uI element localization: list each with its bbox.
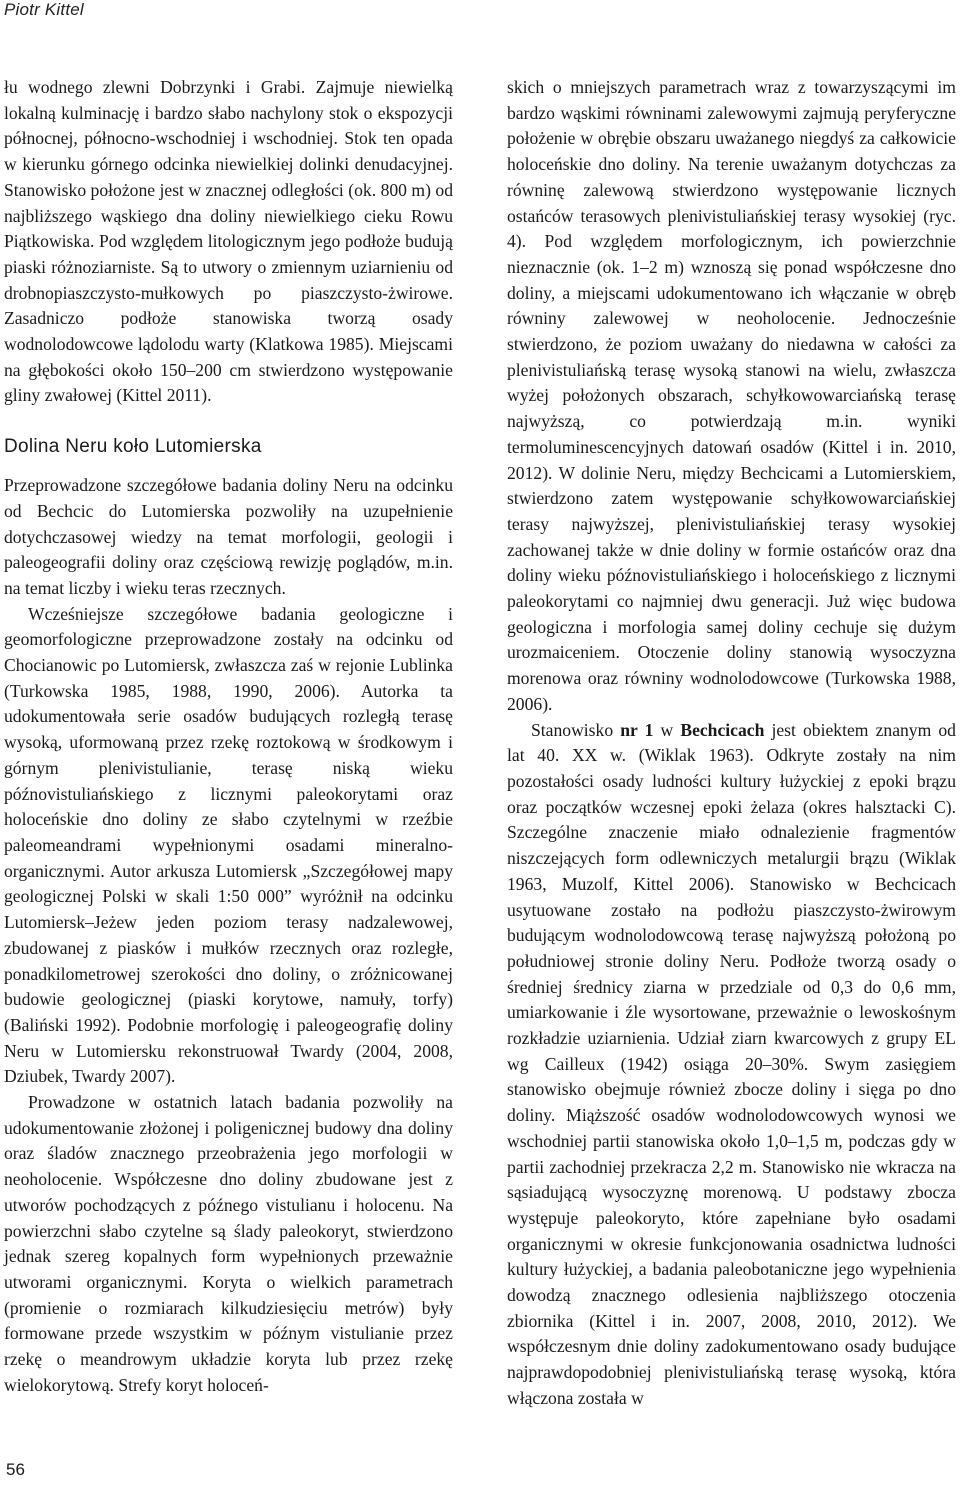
text-run: w (653, 719, 681, 740)
section-heading: Dolina Neru koło Lutomierska (4, 436, 262, 458)
left-column (4, 75, 453, 1398)
paragraph-site-1 (507, 718, 956, 1412)
text-run: Stanowisko (531, 719, 621, 740)
right-column (507, 75, 956, 1412)
paragraph: Przeprowadzone szczegółowe badania doliny Neru na odcinku od Bechcic do Lutomierska pozwoliły na uzupełnienie dotychczasowej wiedzy na temat morfologii, geologii i paleogeografii doliny oraz częściową rewizję poglądów, m.in. na temat liczby i wieku teras rzecznych. (4, 475, 453, 598)
paragraph-continued: skich o mniejszych parametrach wraz z towarzyszącymi im bardzo wąskimi równinami zalewowymi zajmują peryferyczne położenie w obrębie obszaru uważanego niegdyś za całkowicie holoceńskie dno doliny. Na terenie uważanym dotychczas za równinę zalewową stwierdzono występowanie licznych ostańców terasowych plenivistuliańskiej terasy wysokiej (ryc. 4). Pod względem morfologicznym, ich powierzchnie nieznacznie (ok. 1–2 m) wznoszą się ponad współczesne dno doliny, a miejscami udokumentowano ich włączanie w obręb równiny zalewowej w neoholocenie. Jednocześnie stwierdzono, że poziom uważany do niedawna w całości za plenivistuliańską terasę wysoką stanowi na wielu, zwłaszcza wyżej położonych obszarach, schyłkowowarciańską terasę najwyższą, co potwierdzają m.in. wyniki termoluminescencyjnych datowań osadów (Kittel i in. 2010, 2012). W dolinie Neru, między Bechcicami a Lutomierskiem, stwierdzono zatem występowanie schyłkowowarciańskiej terasy najwyższej, plenivistuliańskiej terasy wysokiej zachowanej także w dnie doliny w formie ostańców oraz dna doliny wieku późnovistuliańskiego i holoceńskiego z licznymi paleokorytami co najmniej dwu generacji. Już więc budowa geologiczna i morfologia samej doliny cechuje się dużym urozmaiceniem. Otoczenie doliny stanowią wysoczyzna morenowa oraz równiny wodnolodowcowe (Turkowska 1988, 2006). (507, 77, 956, 714)
paragraph: Prowadzone w ostatnich latach badania pozwoliły na udokumentowanie złożonej i poligenicznej budowy dna doliny oraz śladów znacznego przeobrażenia jego morfologii w neoholocenie. Współczesne dno doliny zbudowane jest z utworów pochodzących z późnego vistulianu i holocenu. Na powierzchni słabo czytelne są ślady paleokoryt, stwierdzono jednak szereg kopalnych form wypełnionych przeważnie utworami organicznymi. Koryta o wielkich parametrach (promienie o rozmiarach kilkudziesięciu metrów) były formowane przede wszystkim w późnym vistulianie przez rzekę o meandrowym układzie koryta lub przez rzekę wielokorytową. Strefy koryt holoceń- (4, 1092, 453, 1395)
site-number: nr 1 (620, 719, 654, 740)
paragraph-continued: łu wodnego zlewni Dobrzynki i Grabi. Zajmuje niewielką lokalną kulminację i bardzo słabo nachylony stok o ekspozycji północnej, północno-wschodniej i wschodniej. Stok ten opada w kierunku górnego odcinka niewielkiej dolinki denudacyjnej. Stanowisko położone jest w znacznej odległości (ok. 800 m) od najbliższego wąskiego dna doliny niewielkiego cieku Rowu Piątkowiska. Pod względem litologicznym jego podłoże budują piaski różnoziarniste. Są to utwory o zmiennym uziarnieniu od drobnopiaszczysto-mułkowych po piaszczysto-żwirowe. Zasadniczo podłoże stanowiska tworzą osady wodnolodowcowe lądolodu warty (Klatkowa 1985). Miejscami na głębokości około 150–200 cm stwierdzono występowanie gliny zwałowej (Kittel 2011). (4, 77, 453, 406)
running-head: Piotr Kittel (4, 0, 84, 19)
paragraph: Wcześniejsze szczegółowe badania geologiczne i geomorfologiczne przeprowadzone zostały na odcinku od Chocianowic po Lutomiersk, zwłaszcza zaś w rejonie Lublinka (Turkowska 1985, 1988, 1990, 2006). Autorka ta udokumentowała serie osadów budujących rozległą terasę wysoką, uformowaną przez rzekę roztokową w środkowym i górnym plenivistulianie, terasę niską wieku późnovistuliańskiego z licznymi paleokorytami oraz holoceńskie dno doliny ze słabo czytelnymi w rzeźbie paleomeandrami wypełnionymi osadami mineralno-organicznymi. Autor arkusza Lutomiersk „Szczegółowej mapy geologicznej Polski w skali 1:50 000” wyróżnił na odcinku Lutomiersk–Jeżew jeden poziom terasy nadzalewowej, zbudowanej z piasków i mułków rzecznych oraz rozległe, ponadkilometrowej szerokości dno doliny, o zróżnicowanej budowie geologicznej (piaski korytowe, namuły, torfy) (Baliński 1992). Podobnie morfologię i paleogeografię doliny Neru w Lutomiersku rekonstruował Twardy (2004, 2008, Dziubek, Twardy 2007). (4, 603, 453, 1087)
text-run: jest obiektem znanym od lat 40. XX w. (Wiklak 1963). Odkryte zostały na nim pozostałości osady ludności kultury łużyckiej z epoki brązu oraz początków wczesnej epoki żelaza (okres halsztacki C). Szczególne znaczenie miało odnalezienie fragmentów niszczejących form odlewniczych metalurgii brązu (Wiklak 1963, Muzolf, Kittel 2006). Stanowisko w Bechcicach usytuowane zostało na podłożu piaszczysto-żwirowym budującym wodnolodowcową terasę najwyższą położoną po południowej stronie doliny Neru. Podłoże tworzą osady o średniej średnicy ziarna w przedziale od 0,3 do 0,6 mm, umiarkowanie i źle wysortowane, przeważnie o lewoskośnym rozkładzie uziarnienia. Udział ziarn kwarcowych z grupy EL wg Cailleux (1942) osiąga 20–30%. Swym zasięgiem stanowisko obejmuje również zbocze doliny i sięga po dno doliny. Miąższość osadów wodnolodowcowych wynosi we wschodniej partii stanowiska około 1,0–1,5 m, podczas gdy w partii zachodniej przekracza 2,2 m. Stanowisko nie wkracza na sąsiadującą wysoczyznę morenową. U podstawy zbocza występuje paleokoryto, które zapełniane było osadami organicznymi w okresie funkcjonowania osadnictwa ludności kultury łużyckiej, a badania paleobotaniczne jego wypełnienia dowodzą znacznego odlesienia najbliższego otoczenia zbiornika (Kittel i in. 2007, 2008, 2010, 2012). We współczesnym dnie doliny zadokumentowano osady budujące najprawdopodobniej plenivistuliańską terasę wysoką, która włączona została w (507, 719, 956, 1408)
site-place: Bechcicach (680, 719, 765, 740)
page-number: 56 (6, 1460, 25, 1479)
